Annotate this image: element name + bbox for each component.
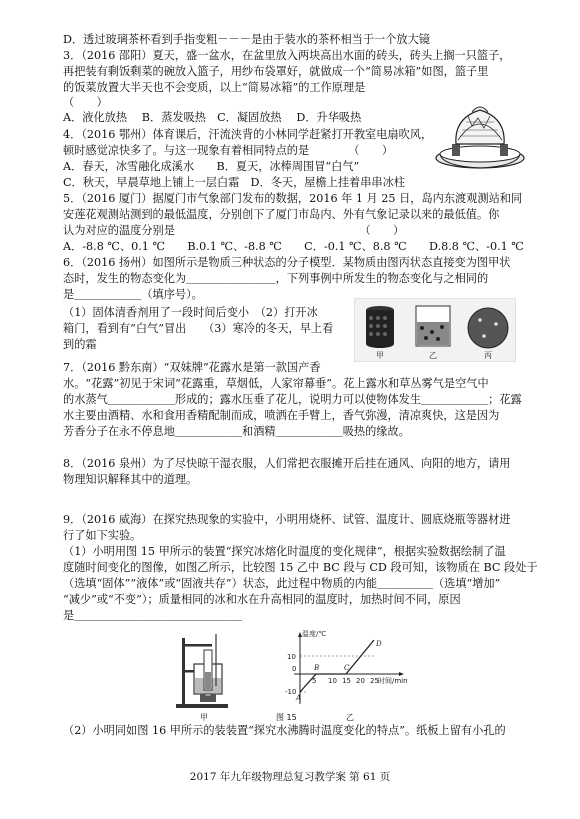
q7-line-5: 芳香分子在永不停息地＿＿＿＿＿＿和酒精＿＿＿＿＿＿吸热的缘故。 (63, 425, 410, 438)
q6-item-3: 到的霜 (63, 338, 97, 351)
q3-line-2: 再把装有剩饭剩菜的碗放入篮子，用纱布袋罩好，就做成一个“简易冰箱”如图，篮子里 (63, 65, 489, 78)
graph-tick-25: 25 (370, 677, 379, 685)
figure-15-caption: 图 15 (276, 713, 297, 722)
q7-line-2: 水。“花露”初见于宋词“花露重，草烟低，人家帘幕垂”。花上露水和草丛雾气是空气中 (63, 377, 489, 390)
states-of-matter-figure (354, 298, 516, 362)
q3-line-3: 的饭菜放置大半天也不会变质，以上“简易冰箱”的工作原理是 (63, 81, 366, 94)
q7-line-4: 水主要由酒精、水和食用香精配制而成，喷洒在手臂上，香气弥漫，清凉爽快，这是因为 (63, 409, 500, 422)
graph-point-b: B (314, 664, 320, 672)
q6-item-1: （1）固体清香剂用了一段时间后变小 （2）打开冰 (63, 306, 318, 319)
q9-line-1: 9．（2016 威海）在探究热现象的实验中，小明用烧杯、试管、温度计、圆底烧瓶等器材进 (63, 513, 511, 526)
graph-tick-15: 15 (342, 677, 351, 685)
q9-part1-line-5: 是＿＿＿＿＿＿＿＿＿＿＿＿＿＿＿ (63, 609, 243, 622)
q9-line-2: 行了如下实验。 (63, 529, 142, 542)
q9-part1-line-4: “减少”或“不变”）；质量相同的冰和水在升高相同的温度时，加热时间不同，原因 (63, 593, 461, 606)
q9-part2-line-1: （2）小明同如图 16 甲所示的装装置“探究水沸腾时温度变化的特点”。纸板上留有小孔的 (63, 724, 506, 737)
figure-yi-label: 乙 (346, 713, 354, 722)
q8-line-2: 物理知识解释其中的道理。 (63, 473, 198, 486)
q5-options: A．-8.8 ℃、0.1 ℃ B.0.1 ℃、-8.8 ℃ C．-0.1 ℃、8.8 ℃ D.8.8 ℃、-0.1 ℃ (63, 240, 524, 253)
q4-option-ab: A．春天，冰雪融化成溪水 B．夏天，冰棒周围冒“白气” (63, 160, 360, 173)
q3-options: A．液化放热 B．蒸发吸热 C．凝固放热 D．升华吸热 (63, 111, 362, 124)
q8-line-1: 8．（2016 泉州）为了尽快晾干湿衣服，人们常把衣服摊开后挂在通风、向阳的地方，请用 (63, 457, 511, 470)
graph-tick-10x: 10 (328, 677, 337, 685)
figure-jia-label: 甲 (200, 713, 208, 722)
graph-tick-10: 10 (287, 653, 296, 661)
graph-point-d: D (376, 640, 382, 648)
graph-tick-neg10: -10 (285, 688, 297, 696)
graph-y-axis-label: 温度/℃ (302, 630, 327, 638)
q6-item-2: 箱门，看到有“白气”冒出 （3）寒冷的冬天，早上看 (63, 322, 334, 335)
q9-part1-line-2: 度随时间变化的图像，如图乙所示，比较图 15 乙中 BC 段与 CD 段可知，该物质在 BC 段处于 (63, 561, 538, 574)
q6-line-1: 6．（2016 扬州）如图所示是物质三种状态的分子模型．某物质由图丙状态直接变为图甲状 (63, 256, 511, 269)
graph-point-c: C (344, 664, 350, 672)
q9-part1-line-3: （选填“固体”“液体”或“固液共存”）状态，此过程中物质的内能＿＿＿＿＿（选填“增加” (63, 577, 501, 590)
q7-line-1: 7．（2016 黔东南）“双妹牌”花露水是第一款国产香 (63, 361, 321, 374)
graph-tick-20: 20 (356, 677, 365, 685)
q9-part1-line-1: （1）小明用图 15 甲所示的装置“探究冰熔化时温度的变化规律”，根据实验数据绘制了温 (63, 545, 506, 558)
graph-point-a: A (296, 694, 302, 702)
q6-line-2: 态时，发生的物态变化为＿＿＿＿＿＿＿＿，下列事例中所发生的物态变化与之相同的 (63, 272, 489, 285)
q6-line-3: 是＿＿＿＿＿＿（填序号）。 (63, 288, 203, 301)
graph-tick-5: 5 (312, 677, 317, 685)
q5-line-1: 5．（2016 厦门）据厦门市气象部门发布的数据，2016 年 1 月 25 日，岛内东渡观测站和同 (63, 192, 523, 205)
figure-label-c: 丙 (484, 351, 492, 360)
temperature-time-graph (282, 628, 422, 714)
figure-label-a: 甲 (376, 351, 384, 360)
q3-answer-blank: （ ） (63, 96, 108, 109)
q4-line-2: 顿时感觉凉快多了。与这一现象有着相同特点的是 （ ） (63, 144, 394, 157)
apparatus-figure-jia (172, 630, 238, 712)
page-footer: 2017 年九年级物理总复习教学案 第 61 页 (189, 771, 391, 783)
q7-line-3: 的水蒸气＿＿＿＿＿＿形成的；露水压垂了花儿，说明力可以使物体发生＿＿＿＿＿＿；花露 (63, 393, 522, 406)
simple-fridge-figure (432, 100, 528, 172)
figure-label-b: 乙 (429, 351, 437, 360)
q4-option-cd: C．秋天，早晨草地上铺上一层白霜 D．冬天，屋檐上挂着串串冰柱 (63, 176, 405, 189)
q4-line-1: 4．（2016 鄂州）体育课后，汗流浃背的小林同学赶紧打开教室电扇吹风， (63, 128, 433, 141)
graph-tick-0: 0 (292, 665, 297, 673)
prev-option-d: D．透过玻璃茶杯看到手指变粗－－－是由于装水的茶杯相当于一个放大镜 (63, 33, 430, 46)
q5-line-3: 认为对应的温度分别是 （ ） (63, 224, 405, 237)
q5-line-2: 安莲花观测站测到的最低温度，分别创下了厦门市岛内、外有气象记录以来的最低值。你 (63, 208, 500, 221)
q3-line-1: 3．（2016 邵阳）夏天，盛一盆水，在盆里放入两块高出水面的砖头，砖头上搁一只篮子， (63, 49, 511, 62)
graph-x-axis-label: 时间/min (378, 677, 408, 685)
